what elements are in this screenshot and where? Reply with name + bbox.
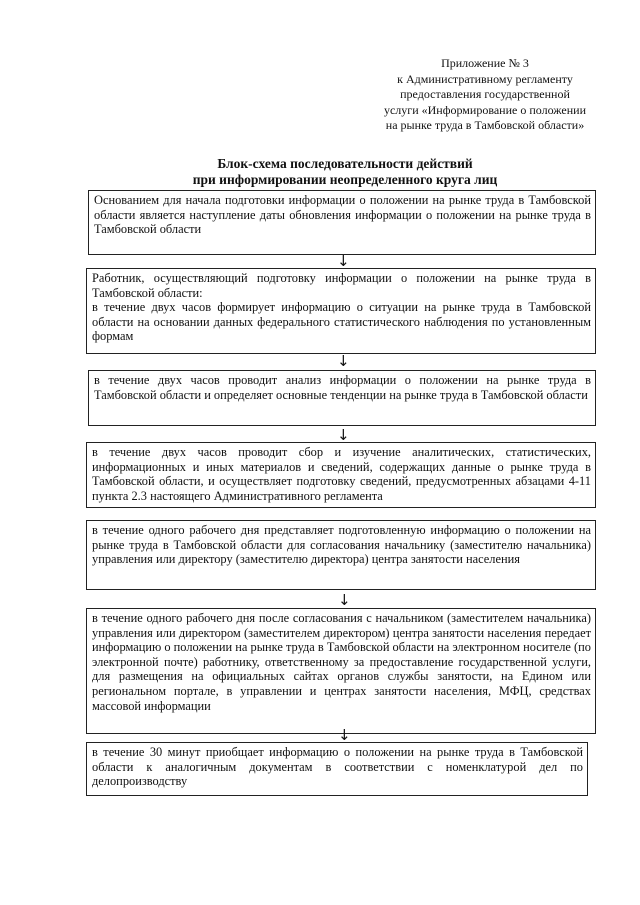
appendix-line: предоставления государственной xyxy=(400,87,570,101)
down-arrow-icon: ↓ xyxy=(338,726,351,744)
flow-box-text: в течение одного рабочего дня после согласования с начальником (заместителем начальника) управления или директором (заместителем директором) центра занятости населения передает информацию о положении на рынке труда в Тамбовской области на электронном носителе (по электронной почте) работнику, ответственному за предоставление государственной услуги, для размещения на официальных сайтах органов службы занятости, на Едином или региональном портале, в управлении и центрах занятости населения, МФЦ, средствах массовой информации xyxy=(92,611,591,713)
flow-box-text: в течение 30 минут приобщает информацию о положении на рынке труда в Тамбовской области к аналогичным документам в соответствии с номенклатурой дел по делопроизводству xyxy=(92,745,583,789)
down-arrow-icon: ↓ xyxy=(337,252,350,270)
appendix-line: Приложение № 3 xyxy=(441,56,529,70)
flow-box-text: в течение двух часов формирует информацию о ситуации на рынке труда в Тамбовской области на основании данных федерального статистического наблюдения по установленным формам xyxy=(92,300,591,344)
flow-box-5 xyxy=(86,520,596,590)
appendix-line: услуги «Информирование о положении xyxy=(383,102,587,117)
flow-box-7 xyxy=(86,742,588,796)
appendix-line: на рынке труда в Тамбовской области» xyxy=(385,118,585,132)
flow-box-1 xyxy=(88,190,596,255)
flow-box-text: Работник, осуществляющий подготовку информации о положении на рынке труда в Тамбовской области: xyxy=(92,271,591,300)
appendix-header xyxy=(360,56,610,134)
down-arrow-icon: ↓ xyxy=(337,426,350,444)
flow-box-4 xyxy=(86,442,596,508)
down-arrow-icon: ↓ xyxy=(338,591,351,609)
flow-box-text: в течение двух часов проводит анализ информации о положении на рынке труда в Тамбовской области и определяет основные тенденции на рынке труда в Тамбовской области xyxy=(94,373,591,402)
flow-box-text: в течение одного рабочего дня представляет подготовленную информацию о положении на рынке труда в Тамбовской области для согласования начальнику (заместителю начальника) управления или директору (заместителю директора) центра занятости населения xyxy=(92,523,591,567)
flow-box-3 xyxy=(88,370,596,426)
flow-box-2 xyxy=(86,268,596,354)
flow-box-6 xyxy=(86,608,596,734)
title-line: при информировании неопределенного круга лиц xyxy=(192,172,498,187)
appendix-line: к Административному регламенту xyxy=(397,71,573,86)
title-line: Блок-схема последовательности действий xyxy=(217,156,473,171)
flow-box-text: в течение двух часов проводит сбор и изучение аналитических, статистических, информационных и иных материалов и сведений, содержащих данные о рынке труда в Тамбовской области, и осуществляет подготовку сведений, предусмотренных абзацами 4-11 пункта 2.3 настоящего Административного регламента xyxy=(92,445,591,503)
flow-box-text: Основанием для начала подготовки информации о положении на рынке труда в Тамбовской области является наступление даты обновления информации о положении на рынке труда в Тамбовской области xyxy=(94,193,591,237)
down-arrow-icon: ↓ xyxy=(337,352,350,370)
document-title xyxy=(150,156,540,188)
